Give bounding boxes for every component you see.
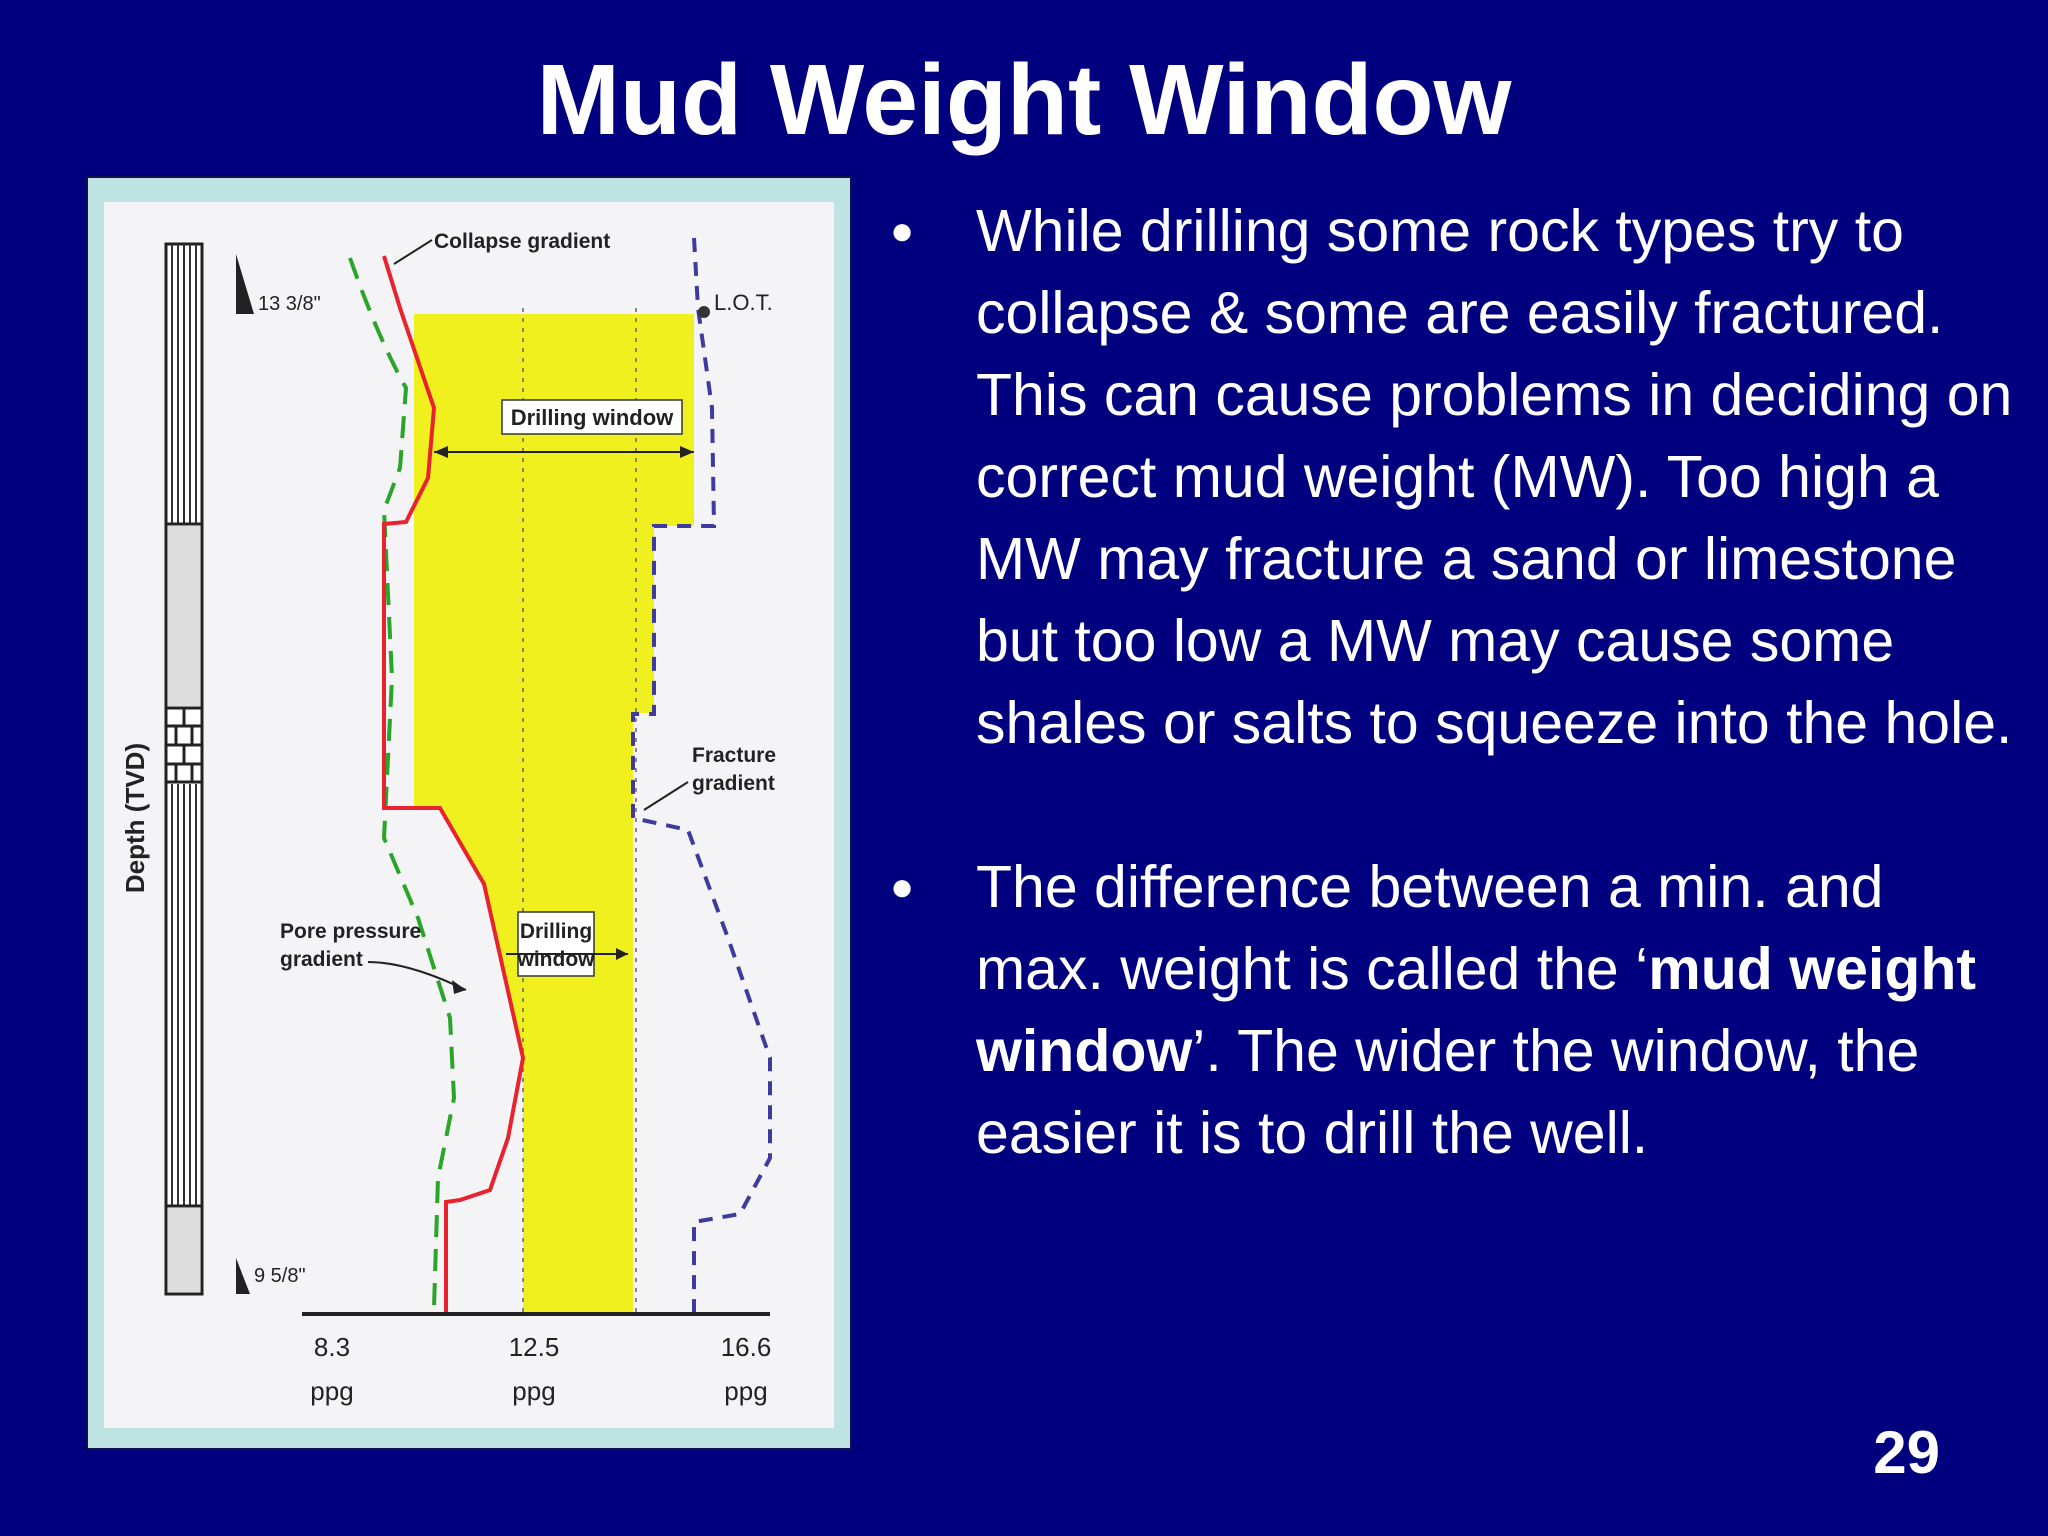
drilling-window-label-lower-2: window [517, 948, 595, 971]
x-tick-unit-1: ppg [310, 1376, 354, 1406]
bullet-list [870, 190, 2020, 1174]
casing-label-bottom: 9 5/8" [254, 1265, 306, 1287]
bullet-text-1: While drilling some rock types try to collapse & some are easily fractured. This can cause problems in deciding on correct mud weight (MW). Too high a MW may fracture a sand or limestone but too low a MW may cause some shales or salts to squeeze into the hole. [976, 198, 2013, 756]
diagram-svg [88, 178, 850, 1448]
x-tick-value-3: 16.6 [720, 1332, 772, 1362]
lithology-column [166, 244, 202, 1294]
casing-label-top: 13 3/8" [258, 293, 321, 315]
bullet-item-2 [870, 846, 2020, 1174]
x-tick-value-1: 8.3 [313, 1332, 351, 1362]
bullet-text-2-emphasis: mud weight window [976, 936, 1977, 1084]
fracture-label-line1: Fracture [692, 744, 777, 767]
x-tick-value-2: 12.5 [508, 1332, 560, 1362]
bullet-dot: ● [890, 209, 915, 253]
collapse-gradient-label: Collapse gradient [434, 230, 611, 253]
bullet-text-2-before: The difference between a min. and max. weight is called the ‘ [976, 854, 1884, 1002]
bullet-item-1 [870, 190, 2020, 764]
slide-title: Mud Weight Window [536, 44, 1512, 156]
lot-label: L.O.T. [714, 290, 773, 315]
drilling-window-label-lower-1: Drilling [519, 920, 593, 943]
lot-marker [698, 306, 710, 318]
page-number: 29 [1873, 1419, 1940, 1486]
x-tick-unit-2: ppg [512, 1376, 556, 1406]
drilling-window-label-upper: Drilling window [510, 405, 674, 430]
pore-pressure-label-line1: Pore pressure [280, 920, 422, 943]
bullet-dot: ● [890, 865, 915, 909]
y-axis-label: Depth (TVD) [120, 742, 150, 894]
pore-pressure-label-line2: gradient [280, 948, 363, 971]
x-tick-unit-3: ppg [724, 1376, 768, 1406]
fracture-label-line2: gradient [692, 772, 775, 795]
bullet-text-2-after: ’. The wider the window, the easier it is to drill the well. [976, 1018, 1920, 1166]
mud-weight-window-diagram [86, 176, 852, 1450]
